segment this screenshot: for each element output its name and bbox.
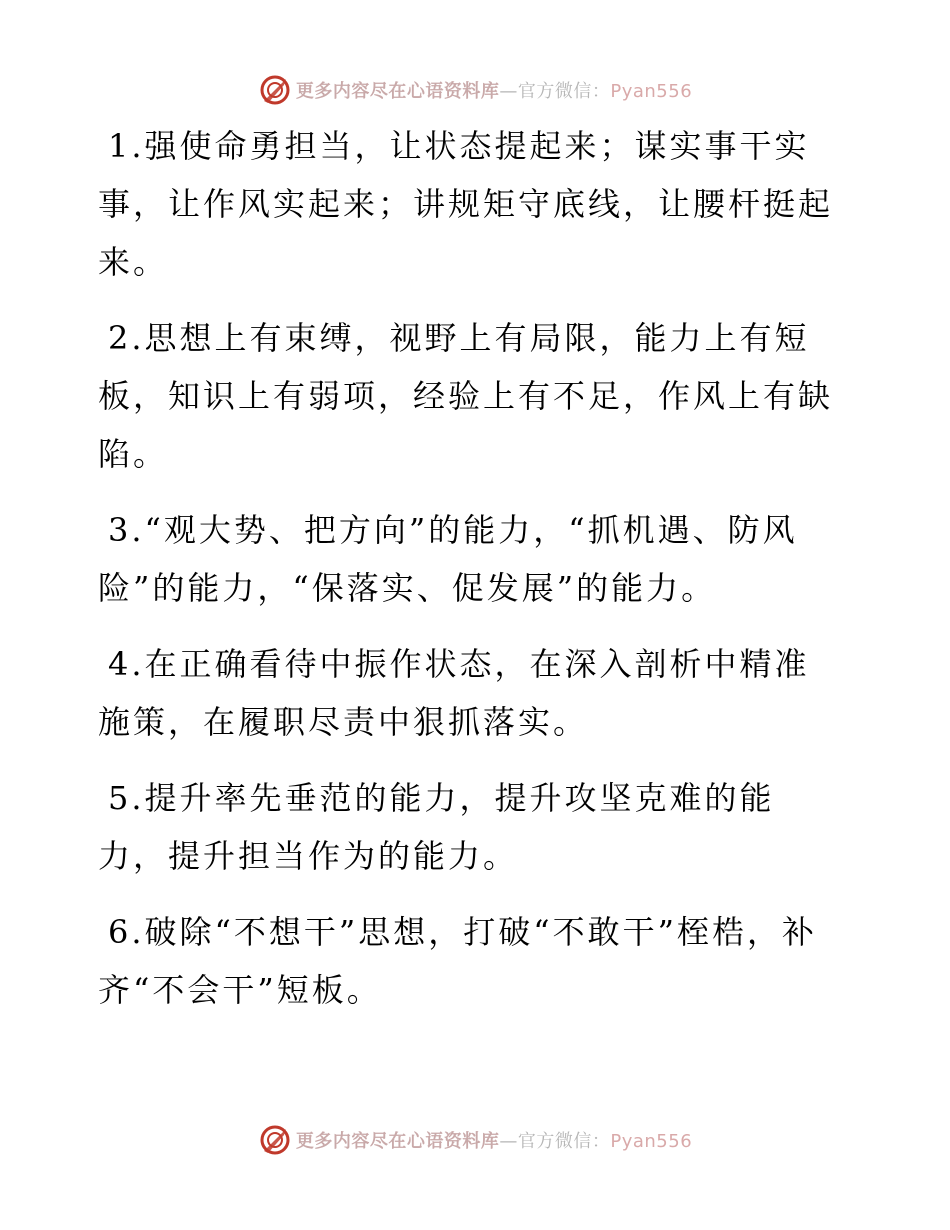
footer-site-text: 更多内容尽在心语资料库 [295,1131,500,1152]
header-wechat-label: 官方微信： [517,81,611,102]
list-item-5: 5.提升率先垂范的能力，提升攻坚克难的能力，提升担当作为的能力。 [98,779,775,875]
footer-watermark-banner [0,1120,950,1160]
footer-wechat-id: Pyan556 [610,1131,693,1152]
footer-separator: — [499,1131,518,1152]
pen-circle-logo-icon [258,1123,292,1157]
header-banner-text [296,77,692,103]
document-body [98,117,843,1037]
header-separator: — [499,81,518,102]
header-wechat-id: Pyan556 [610,81,693,102]
header-site-text: 更多内容尽在心语资料库 [295,81,500,102]
list-item-4: 4.在正确看待中振作状态，在深入剖析中精准施策，在履职尽责中狠抓落实。 [98,645,810,741]
list-item-2: 2.思想上有束缚，视野上有局限，能力上有短板，知识上有弱项，经验上有不足，作风上有缺陷。 [98,319,834,473]
list-item-1: 1.强使命勇担当，让状态提起来；谋实事干实事，让作风实起来；讲规矩守底线，让腰杆挺起来。 [98,127,834,281]
list-item-6: 6.破除“不想干”思想，打破“不敢干”桎梏，补齐“不会干”短板。 [98,913,817,1009]
header-watermark-banner [0,70,950,110]
footer-banner-text [296,1127,692,1153]
pen-circle-logo-icon [258,73,292,107]
footer-wechat-label: 官方微信： [517,1131,611,1152]
list-item-3: 3.“观大势、把方向”的能力，“抓机遇、防风险”的能力，“保落实、促发展”的能力。 [98,511,798,607]
